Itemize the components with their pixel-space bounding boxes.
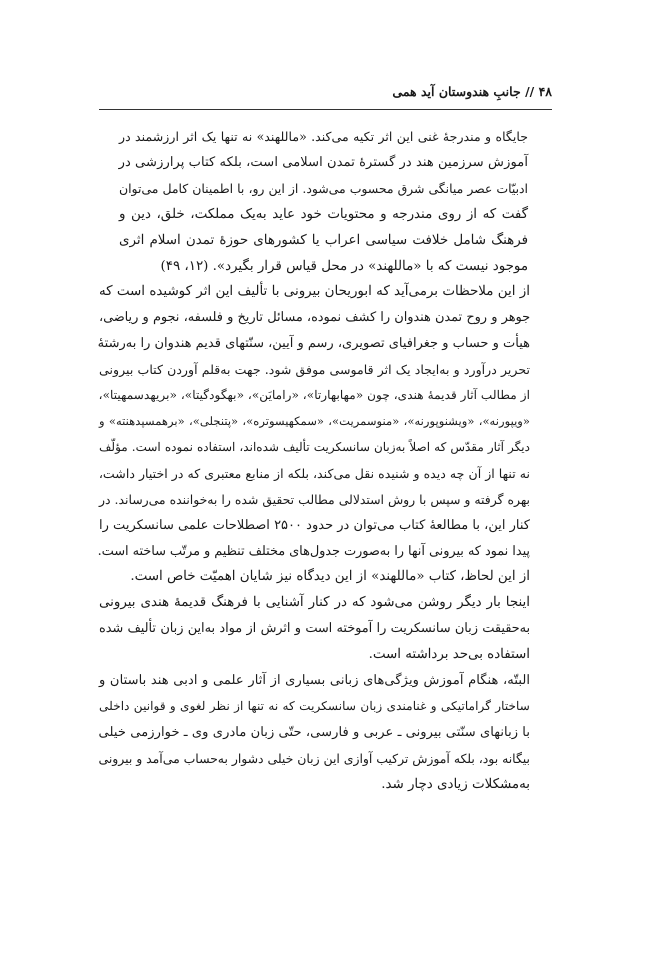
running-title: جانبِ هندوستان آید همی bbox=[392, 84, 521, 99]
running-header bbox=[99, 84, 552, 99]
text-line: هیأت و حساب و جغرافیای تصویری، رسم و آیین، سنّتهای قدیم هندوان را به‌رشتهٔ bbox=[97, 336, 530, 352]
text-line: کنار این، با مطالعهٔ کتاب می‌توان در حدود ۲۵۰۰ اصطلاحات علمی سانسکریت را bbox=[99, 517, 530, 533]
quote-line: موجود نیست که با «ماللهند» در محل قیاس قرار بگیرد». (۱۲، ۴۹) bbox=[160, 258, 528, 274]
header-rule bbox=[99, 109, 552, 110]
header-separator: // bbox=[525, 84, 535, 99]
text-line: از مطالب آثار قدیمهٔ هندی، چون «مهابهارتا»، «رامایَن»، «بهگودگیتا»، «بریهدسمهیتا»، bbox=[98, 388, 530, 403]
text-line: بیگانه بود، بلکه آموزش ترکیب آوازی این زبان خیلی دشوار به‌حساب می‌آمد و بیرونی bbox=[98, 750, 530, 766]
text-line: ساختار گراماتیکی و غنامندی زبان سانسکریت که نه تنها از نظر لغوی و قوانین داخلی bbox=[99, 698, 530, 713]
text-line: اینجا بار دیگر روشن می‌شود که در کنار آشنایی با فرهنگ قدیمهٔ هندی بیرونی bbox=[99, 595, 530, 611]
quote-line: جایگاه و مندرجهٔ غنی این اثر تکیه می‌کند. «ماللهند» نه تنها یک اثر ارزشمند در bbox=[119, 129, 528, 144]
paragraph-2 bbox=[99, 590, 552, 668]
quote-line: فرهنگ شامل خلافت سیاسی اعراب یا کشورهای حوزهٔ تمدن اسلام اثری bbox=[119, 232, 528, 248]
paragraph-3 bbox=[99, 668, 552, 798]
text-line: با زبانهای سنّتی بیرونی ـ عربی و فارسی، حتّی زبان مادری وی ـ خوارزمی خیلی bbox=[98, 724, 530, 740]
text-line: از این ملاحظات برمی‌آید که ابوریحان بیرونی با تألیف این اثر کوشیده است که bbox=[99, 284, 530, 300]
block-quote bbox=[119, 124, 528, 279]
text-line: «ویپورنه»، «ویشنوپورنه»، «منوسمریت»، «سمکهیسوتره»، «پتنجلی»، «برهمسپدهنته» و bbox=[99, 413, 530, 428]
text-line: پیدا نمود که بیرونی آنها را به‌صورت جدول‌های مختلف تنظیم و مرتّب ساخته است. bbox=[97, 543, 530, 559]
text-line: البتّه، هنگام آموزش ویژگی‌های زبانی بسیاری از آثار علمی و ادبی هند باستان و bbox=[99, 673, 530, 689]
text-line: به‌حقیقت زبان سانسکریت را آموخته است و اثرش از مواد به‌این زبان تألیف شده bbox=[99, 621, 530, 637]
text-line: استفاده بی‌حد برداشته است. bbox=[368, 647, 530, 663]
text-line: به‌مشکلات زیادی دچار شد. bbox=[381, 776, 530, 792]
paragraph-1 bbox=[99, 279, 552, 590]
quote-line: آموزش سرزمین هند در گسترهٔ تمدن اسلامی است، بلکه کتاب پرارزشی در bbox=[118, 154, 528, 170]
text-line: تحریر درآورد و به‌ایجاد یک اثر قاموسی موفق شود. جهت به‌قلم آوردن کتاب بیرونی bbox=[99, 362, 530, 378]
quote-line: گفت که از روی مندرجه و محتویات خود عاید به‌یک مملکت، خلق، دین و bbox=[119, 206, 528, 222]
page-number: ۴۸ bbox=[538, 84, 552, 99]
text-line: نه تنها از آن چه دیده و شنیده نقل می‌کند، بلکه از منابع معتبری که در اختیار داشت، bbox=[98, 465, 530, 481]
text-line: دیگر آثار مقدّس که اصلاً به‌زبان سانسکریت تألیف شده‌اند، استفاده نموده است. مؤلّف bbox=[99, 439, 530, 454]
text-line: جوهر و روح تمدن هندوان را کشف نموده، مسائل تاریخ و فلسفه، نجوم و ریاضی، bbox=[99, 310, 530, 326]
quote-line: ادبیّات عصر میانگی شرق محسوب می‌شود. از این رو، با اطمینان کامل می‌توان bbox=[119, 180, 528, 196]
text-line: از این لحاظ، کتاب «ماللهند» از این دیدگاه نیز شایان اهمیّت خاص است. bbox=[130, 569, 530, 585]
text-line: بهره گرفته و سپس با روش استدلالی مطالب تحقیق شده را به‌خواننده می‌رساند. در bbox=[99, 491, 530, 507]
page-body bbox=[99, 124, 552, 798]
